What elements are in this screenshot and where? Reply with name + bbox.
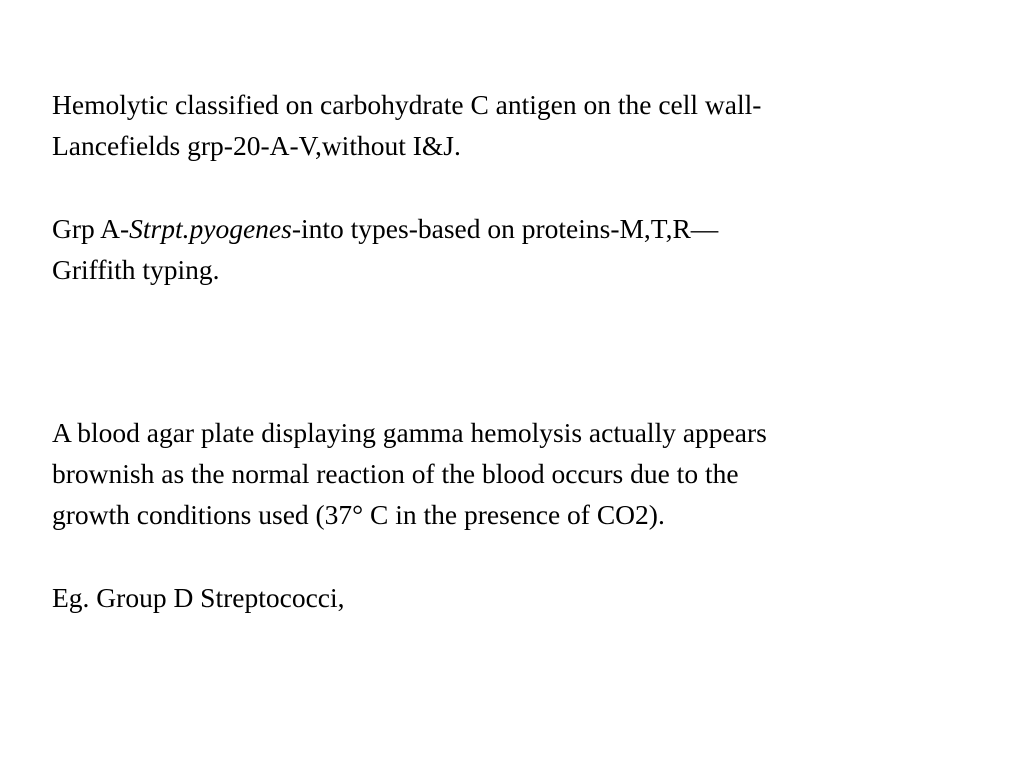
text-line: Griffith typing. bbox=[52, 254, 220, 285]
text-line: growth conditions used (37° C in the presence of CO2). bbox=[52, 499, 665, 530]
text-line: brownish as the normal reaction of the blood occurs due to the bbox=[52, 458, 739, 489]
text-segment: -into types-based on proteins-M,T,R— bbox=[291, 213, 719, 244]
paragraph-gamma-hemolysis bbox=[52, 412, 1002, 535]
paragraph-group-a-typing bbox=[52, 208, 1002, 290]
text-line: Eg. Group D Streptococci, bbox=[52, 582, 345, 613]
text-line: Lancefields grp-20-A-V,without I&J. bbox=[52, 130, 461, 161]
text-segment: Grp A- bbox=[52, 213, 130, 244]
paragraph-hemolytic-classification bbox=[52, 84, 1002, 166]
text-line bbox=[52, 208, 1002, 249]
paragraph-example bbox=[52, 577, 1002, 618]
species-name-italic: Strpt.pyogenes bbox=[129, 213, 292, 244]
text-line: A blood agar plate displaying gamma hemolysis actually appears bbox=[52, 417, 767, 448]
text-line: Hemolytic classified on carbohydrate C antigen on the cell wall- bbox=[52, 89, 762, 120]
